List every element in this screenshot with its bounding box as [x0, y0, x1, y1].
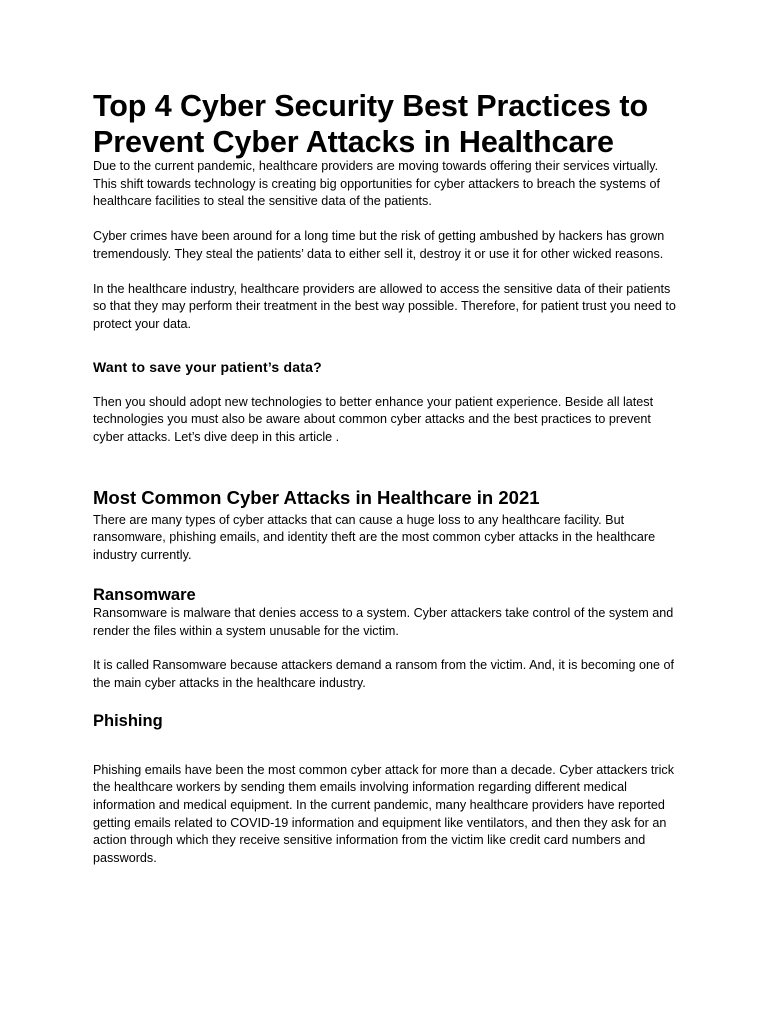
phishing-paragraph: Phishing emails have been the most common cyber attack for more than a decade. Cyber attackers trick the healthcare workers by sending them emails involving information regarding different medical information and medical equipment. In the current pandemic, many healthcare providers have reported getting emails related to COVID-19 information and equipment like ventilators, and then they ask for an action through which they receive sensitive information from the victim like credit card numbers and passwords.	[93, 762, 674, 866]
document-title: Top 4 Cyber Security Best Practices to Prevent Cyber Attacks in Healthcare	[93, 89, 648, 159]
intro-paragraph-1: Due to the current pandemic, healthcare providers are moving towards offering their services virtually. This shift towards technology is creating big opportunities for cyber attackers to breach the systems of healthcare facilities to steal the sensitive data of the patients.	[93, 159, 660, 209]
ransomware-paragraph-2: It is called Ransomware because attackers demand a ransom from the victim. And, it is becoming one of the main cyber attacks in the healthcare industry.	[93, 658, 674, 690]
intro-paragraph-3: In the healthcare industry, healthcare providers are allowed to access the sensitive data of their patients so that they may perform their treatment in the best way possible. Therefore, for patient trust you need to protect your data.	[93, 281, 676, 331]
attacks-paragraph: There are many types of cyber attacks that can cause a huge loss to any healthcare facility. But ransomware, phishing emails, and identity theft are the most common cyber attacks in the healthcare industry currently.	[93, 512, 656, 563]
save-data-paragraph: Then you should adopt new technologies to better enhance your patient experience. Beside all latest technologies you must also be aware about common cyber attacks and the best practices to prevent cyber attacks. Let’s dive deep in this article .	[93, 394, 654, 445]
intro-paragraph-2: Cyber crimes have been around for a long time but the risk of getting ambushed by hackers has grown tremendously. They steal the patients’ data to either sell it, destroy it or use it for other wicked reasons.	[93, 229, 665, 261]
save-data-heading: Want to save your patient’s data?	[93, 358, 322, 375]
ransomware-heading: Ransomware	[93, 585, 196, 604]
attacks-heading: Most Common Cyber Attacks in Healthcare in 2021	[93, 486, 540, 508]
ransomware-paragraph-1: Ransomware is malware that denies access to a system. Cyber attackers take control of the system and render the files within a system unusable for the victim.	[93, 605, 674, 638]
document-body	[93, 88, 683, 868]
phishing-heading: Phishing	[93, 711, 163, 730]
